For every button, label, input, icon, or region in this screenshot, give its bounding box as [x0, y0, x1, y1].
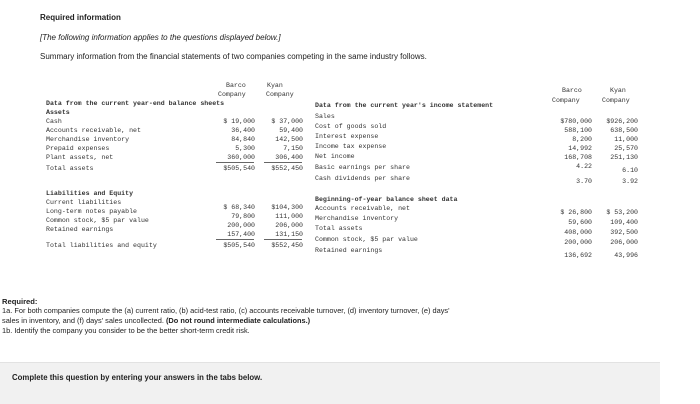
cell-barco: 8,200: [572, 136, 592, 143]
cell-kyan: $552,450: [271, 242, 303, 249]
underline: [264, 162, 302, 163]
cell-barco: 5,300: [235, 145, 255, 152]
cell-kyan: 59,400: [279, 127, 303, 134]
row-label: Cost of goods sold: [315, 123, 387, 130]
required-1a-continued: [2, 316, 310, 326]
cell-barco: 408,000: [564, 229, 592, 236]
required-heading: Required:: [2, 297, 38, 306]
cell-kyan: 206,000: [610, 239, 638, 246]
col-header-barco: Barco: [226, 82, 246, 89]
underline: [216, 162, 254, 163]
row-label: Common stock, $5 par value: [315, 236, 418, 243]
cell-kyan: 306,400: [275, 154, 303, 161]
cell-kyan: 251,130: [610, 154, 638, 161]
row-label: Total liabilities and equity: [46, 242, 157, 249]
cell-barco: 588,100: [564, 127, 592, 134]
cell-kyan: 109,400: [610, 219, 638, 226]
col-header-kyan-sub: Company: [266, 91, 294, 98]
cell-barco: $ 68,340: [223, 204, 255, 211]
row-label: Retained earnings: [315, 247, 383, 254]
cell-kyan: $104,300: [271, 204, 303, 211]
col-header-kyan: Kyan: [267, 82, 283, 89]
cell-kyan: $ 37,000: [271, 118, 303, 125]
cell-barco: 200,000: [564, 239, 592, 246]
required-1a: 1a. For both companies compute the (a) current ratio, (b) acid-test ratio, (c) accounts receivable turnover, (d) inventory turnover, (e) days': [2, 306, 450, 315]
row-label: Total assets: [46, 165, 94, 172]
balance-sheet-title: Data from the current year-end balance sheets: [46, 100, 225, 107]
rounding-note: (Do not round intermediate calculations.): [165, 316, 311, 325]
col-header-kyan: Kyan: [610, 87, 626, 94]
col-header-barco: Barco: [562, 87, 582, 94]
cell-kyan: 11,000: [614, 136, 638, 143]
cell-barco: 168,708: [564, 154, 592, 161]
row-label: Net income: [315, 153, 355, 160]
cell-kyan: $926,200: [606, 118, 638, 125]
row-label: Basic earnings per share: [315, 164, 410, 171]
cell-kyan: $ 53,200: [606, 209, 638, 216]
cell-kyan: 142,500: [275, 136, 303, 143]
cell-barco: 4.22: [576, 163, 592, 170]
row-label: Prepaid expenses: [46, 145, 110, 152]
cell-barco: 157,400: [227, 231, 255, 238]
cell-kyan: 7,150: [283, 145, 303, 152]
col-header-kyan-sub: Company: [602, 97, 630, 104]
cell-barco: 136,692: [564, 252, 592, 259]
cell-barco: 14,992: [568, 145, 592, 152]
required-1a-text: sales in inventory, and (f) days' sales uncollected.: [2, 316, 164, 325]
cell-kyan: 131,150: [275, 231, 303, 238]
col-header-barco-sub: Company: [552, 97, 580, 104]
assets-label: Assets: [46, 109, 70, 116]
cell-barco: 200,000: [227, 222, 255, 229]
row-label: Income tax expense: [315, 143, 387, 150]
row-label: Merchandise inventory: [315, 215, 399, 222]
cell-kyan: 638,500: [610, 127, 638, 134]
row-label: Cash: [46, 118, 62, 125]
cell-barco: 84,840: [231, 136, 255, 143]
row-label: Current liabilities: [46, 199, 122, 206]
info-note: [The following information applies to the questions displayed below.]: [40, 33, 281, 42]
underline: [216, 239, 254, 240]
underline: [264, 239, 302, 240]
cell-barco: $780,000: [560, 118, 592, 125]
cell-kyan: 6.10: [622, 167, 638, 174]
row-label: Common stock, $5 par value: [46, 217, 149, 224]
cell-barco: $505,540: [223, 242, 255, 249]
row-label: Plant assets, net: [46, 154, 114, 161]
cell-kyan: $552,450: [271, 165, 303, 172]
cell-kyan: 392,500: [610, 229, 638, 236]
row-label: Merchandise inventory: [46, 136, 130, 143]
cell-kyan: 25,570: [614, 145, 638, 152]
cell-kyan: 206,000: [275, 222, 303, 229]
summary-text: Summary information from the financial statements of two companies competing in the same industry follows.: [40, 52, 427, 61]
cell-barco: 3.70: [576, 178, 592, 185]
cell-barco: 36,400: [231, 127, 255, 134]
row-label: Accounts receivable, net: [46, 127, 141, 134]
cell-kyan: 111,000: [275, 213, 303, 220]
required-1b: 1b. Identify the company you consider to be the better short-term credit risk.: [2, 326, 250, 335]
beginning-balance-title: Beginning-of-year balance sheet data: [315, 196, 458, 203]
cell-barco: $ 19,000: [223, 118, 255, 125]
row-label: Sales: [315, 113, 335, 120]
cell-barco: 59,600: [568, 219, 592, 226]
row-label: Interest expense: [315, 133, 379, 140]
income-statement-title: Data from the current year's income statement: [315, 102, 494, 109]
cell-barco: 360,000: [227, 154, 255, 161]
row-label: Accounts receivable, net: [315, 205, 410, 212]
row-label: Total assets: [315, 225, 363, 232]
tabs-instruction-box: [0, 362, 660, 404]
cell-barco: 79,800: [231, 213, 255, 220]
liabilities-label: Liabilities and Equity: [46, 190, 134, 197]
row-label: Cash dividends per share: [315, 175, 410, 182]
row-label: Retained earnings: [46, 226, 114, 233]
row-label: Long-term notes payable: [46, 208, 138, 215]
cell-barco: $505,540: [223, 165, 255, 172]
cell-kyan: 43,996: [614, 252, 638, 259]
cell-kyan: 3.92: [622, 178, 638, 185]
tabs-instruction: Complete this question by entering your answers in the tabs below.: [12, 373, 263, 382]
col-header-barco-sub: Company: [218, 91, 246, 98]
section-title: Required information: [40, 13, 121, 22]
cell-barco: $ 26,800: [560, 209, 592, 216]
